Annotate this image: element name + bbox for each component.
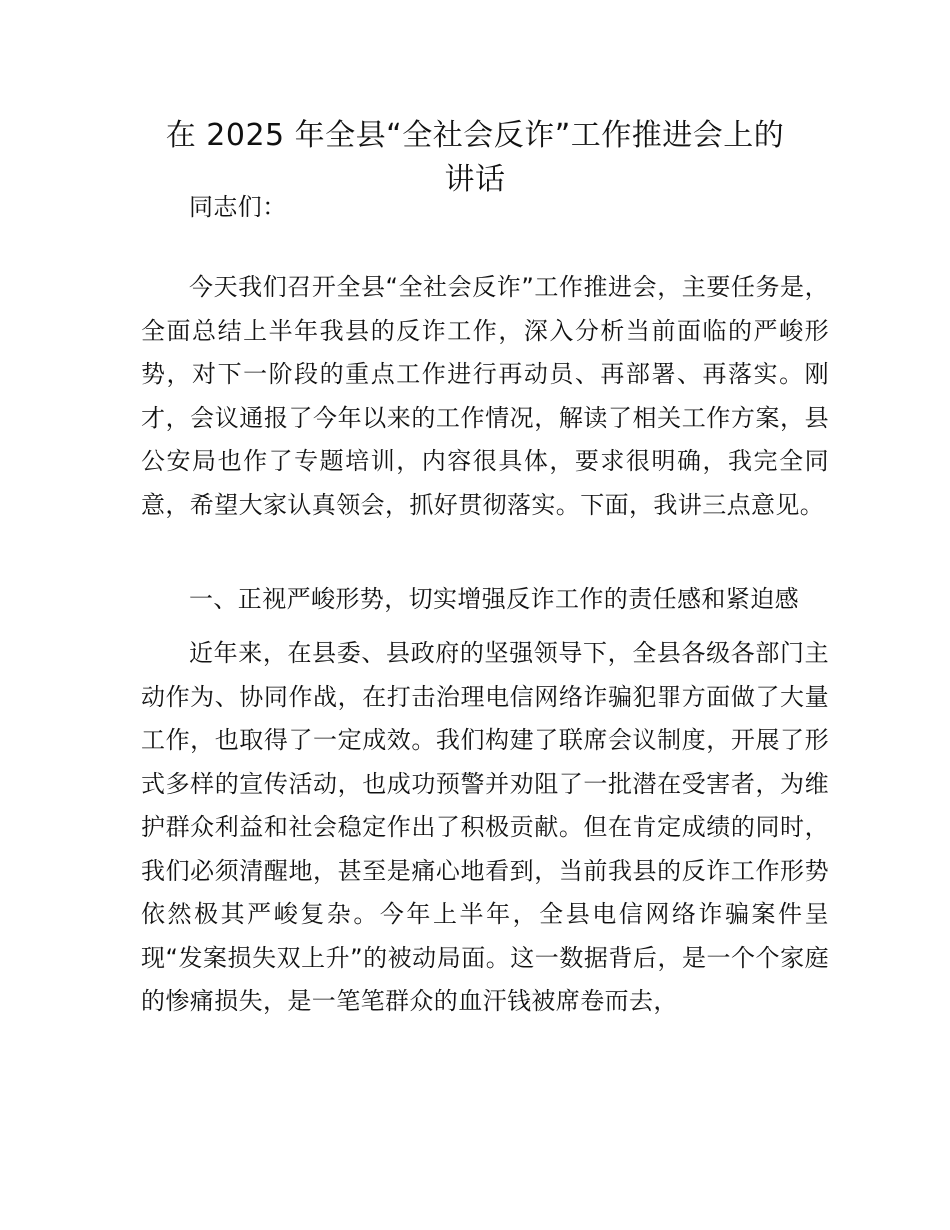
paragraph-intro: 今天我们召开全县“全社会反诈”工作推进会，主要任务是，全面总结上半年我县的反诈工作，深入分析当前面临的严峻形势，对下一阶段的重点工作进行再动员、再部署、再落实。刚才，会议通报了今年以来的工作情况，解读了相关工作方案，县公安局也作了专题培训，内容很具体，要求很明确，我完全同意，希望大家认真领会，抓好贯彻落实。下面，我讲三点意见。 [141, 273, 829, 519]
document-title-line-2: 讲话 [444, 162, 506, 197]
paragraph-section-1: 近年来，在县委、县政府的坚强领导下，全县各级各部门主动作为、协同作战，在打击治理电信网络诈骗犯罪方面做了大量工作，也取得了一定成效。我们构建了联席会议制度，开展了形式多样的宣传活动，也成功预警并劝阻了一批潜在受害者，为维护群众利益和社会稳定作出了积极贡献。但在肯定成绩的同时，我们必须清醒地，甚至是痛心地看到，当前我县的反诈工作形势依然极其严峻复杂。今年上半年，全县电信网络诈骗案件呈现“发案损失双上升”的被动局面。这一数据背后，是一个个家庭的惨痛损失，是一笔笔群众的血汗钱被席卷而去， [141, 639, 829, 1015]
document-title-line-1: 在 2025 年全县“全社会反诈”工作推进会上的 [165, 118, 785, 153]
greeting: 同志们： [189, 193, 287, 221]
section-heading-1: 一、正视严峻形势，切实增强反诈工作的责任感和紧迫感 [189, 585, 799, 613]
